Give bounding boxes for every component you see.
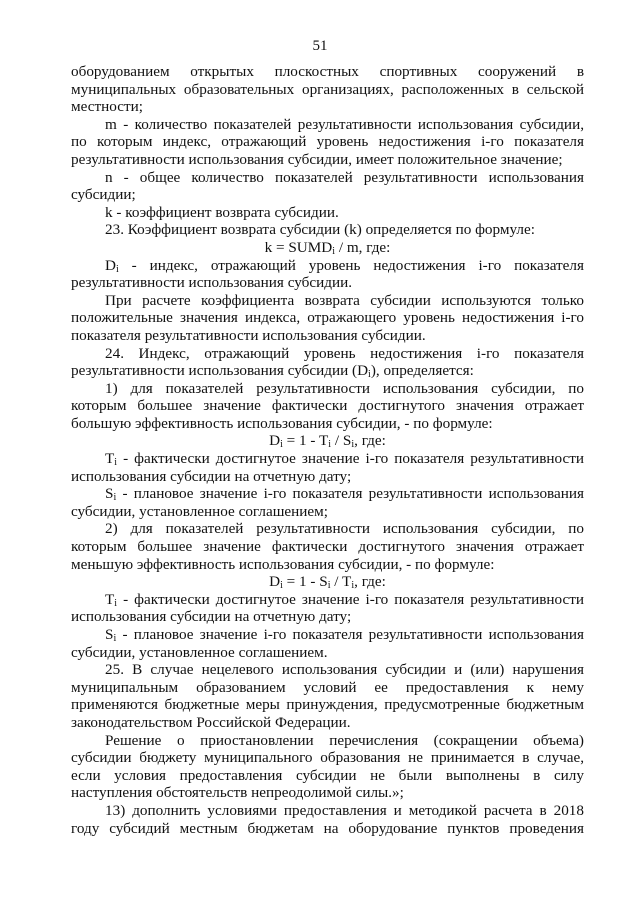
paragraph: оборудованием открытых плоскостных спортивных сооружений в муниципальных образовательных организациях, расположенных в сельской местности; [71, 63, 584, 116]
paragraph: n - общее количество показателей результативности использования субсидии; [71, 168, 584, 204]
paragraph: Решение о приостановлении перечисления (сокращении объема) субсидии бюджету муниципального образования не принимается в случае, если условия предоставления субсидии не были выполнены в силу наступления обстоятельств непреодолимой силы.»; [71, 731, 584, 802]
paragraph: 1) для показателей результативности использования субсидии, по которым большее значение фактически достигнутого значения отражает большую эффективность использования субсидии, - по формуле: [71, 379, 584, 432]
document-body [71, 63, 584, 837]
paragraph: k - коэффициент возврата субсидии. [105, 203, 339, 221]
paragraph: $T_i$ - фактически достигнутое значение i-го показателя результативности использования субсидии на отчетную дату; [71, 450, 584, 485]
paragraph: 13) дополнить условиями предоставления и методикой расчета в 2018 году субсидий местным бюджетам на оборудование пунктов проведения [71, 801, 584, 837]
paragraph: $S_i$ - плановое значение i-го показателя результативности использования субсидии, установленное соглашением; [71, 485, 584, 520]
page-number: 51 [312, 38, 328, 54]
paragraph: $D_i$ - индекс, отражающий уровень недостижения i-го показателя результативности использования субсидии. [71, 256, 584, 292]
paragraph: 2) для показателей результативности использования субсидии, по которым большее значение фактически достигнутого значения отражает меньшую эффективность использования субсидии, - по формуле: [71, 520, 584, 573]
paragraph: $D_i = 1 - S_i / T_i$, где: [269, 573, 386, 592]
paragraph: 25. В случае нецелевого использования субсидии и (или) нарушения муниципальным образованием условий ее предоставления к нему применяются бюджетные меры принуждения, предусмотренные бюджетным законодательством Российской Федерации. [71, 661, 584, 731]
paragraph: 24. Индекс, отражающий уровень недостижения i-го показателя результативности использования субсидии $(D_i)$, определяется: [71, 344, 584, 381]
paragraph: $T_i$ - фактически достигнутое значение i-го показателя результативности использования субсидии на отчетную дату; [71, 590, 584, 626]
paragraph: $D_i = 1 - T_i / S_i$, где: [269, 432, 386, 451]
paragraph: m - количество показателей результативности использования субсидии, по которым индекс, отражающий уровень недостижения i-го показателя результативности использования субсидии, имеет положительное значение; [71, 115, 584, 168]
paragraph: $S_i$ - плановое значение i-го показателя результативности использования субсидии, установленное соглашением. [71, 626, 584, 661]
paragraph: 23. Коэффициент возврата субсидии (k) определяется по формуле: [105, 221, 535, 239]
paragraph: При расчете коэффициента возврата субсидии используются только положительные значения индекса, отражающего уровень недостижения i-го показателя результативности использования субсидии. [71, 291, 584, 344]
paragraph: $k = SUMD_i / m$, где: [264, 238, 391, 257]
